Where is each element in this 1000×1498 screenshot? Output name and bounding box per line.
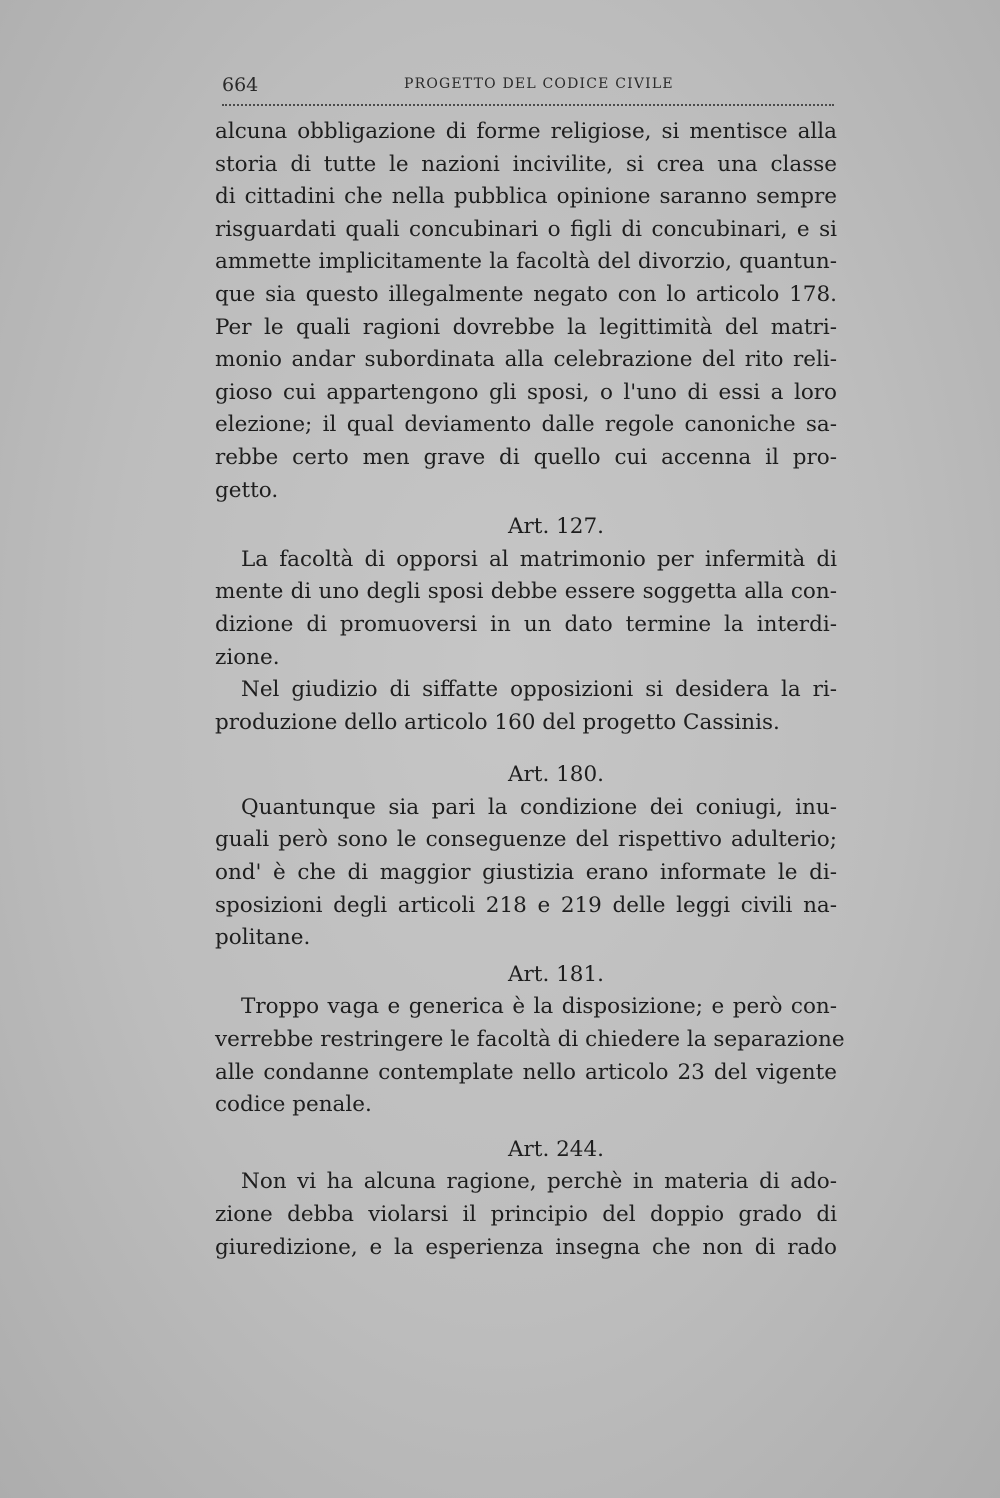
text-line: mente di uno degli sposi debbe essere soggetta alla con- xyxy=(215,579,837,605)
text-line: sposizioni degli articoli 218 e 219 delle leggi civili na- xyxy=(215,892,837,918)
text-line: guali però sono le conseguenze del rispettivo adulterio; xyxy=(215,827,837,853)
text-line: dizione di promuoversi in un dato termine la interdi- xyxy=(215,611,837,637)
text-line: zione. xyxy=(215,644,280,670)
text-line: Per le quali ragioni dovrebbe la legittimità del matri- xyxy=(215,314,837,340)
page-number: 664 xyxy=(222,74,259,96)
text-line: Non vi ha alcuna ragione, perchè in materia di ado- xyxy=(241,1169,837,1195)
text-line: di cittadini che nella pubblica opinione saranno sempre xyxy=(215,184,837,210)
page-header xyxy=(222,74,834,104)
text-line: storia di tutte le nazioni incivilite, si crea una classe xyxy=(215,151,837,177)
text-line: Troppo vaga e generica è la disposizione; e però con- xyxy=(241,994,837,1020)
text-line: monio andar subordinata alla celebrazione del rito reli- xyxy=(215,347,837,373)
text-line: ond' è che di maggior giustizia erano informate le di- xyxy=(215,860,837,886)
text-line: elezione; il qual deviamento dalle regole canoniche sa- xyxy=(215,412,837,438)
text-line: verrebbe restringere le facoltà di chiedere la separazione xyxy=(215,1027,845,1053)
text-line: La facoltà di opporsi al matrimonio per infermità di xyxy=(241,546,837,572)
body-text xyxy=(215,116,845,1264)
running-title: PROGETTO DEL CODICE CIVILE xyxy=(404,76,674,92)
text-line: ammette implicitamente la facoltà del divorzio, quantun- xyxy=(215,249,837,275)
text-line: zione debba violarsi il principio del doppio grado di xyxy=(215,1202,837,1227)
text-line: codice penale. xyxy=(215,1092,372,1118)
article-heading: Art. 244. xyxy=(508,1136,604,1162)
text-line: alle condanne contemplate nello articolo 23 del vigente xyxy=(215,1059,837,1085)
article-heading: Art. 127. xyxy=(508,514,604,540)
text-line: getto. xyxy=(215,477,279,503)
article-heading: Art. 181. xyxy=(508,961,604,987)
text-line: produzione dello articolo 160 del progetto Cassinis. xyxy=(215,709,780,735)
text-line: Nel giudizio di siffatte opposizioni si desidera la ri- xyxy=(241,677,837,703)
text-line: risguardati quali concubinari o figli di concubinari, e si xyxy=(215,216,837,242)
text-line: gioso cui appartengono gli sposi, o l'uno di essi a loro xyxy=(215,379,837,405)
header-rule xyxy=(222,104,834,106)
article-heading: Art. 180. xyxy=(508,762,604,788)
text-line: alcuna obbligazione di forme religiose, si mentisce alla xyxy=(215,119,837,144)
text-line: giuredizione, e la esperienza insegna che non di rado xyxy=(215,1234,837,1260)
text-line: que sia questo illegalmente negato con lo articolo 178. xyxy=(215,281,837,307)
text-line: rebbe certo men grave di quello cui accenna il pro- xyxy=(215,444,837,470)
text-line: politane. xyxy=(215,925,311,951)
text-line: Quantunque sia pari la condizione dei coniugi, inu- xyxy=(241,794,837,820)
